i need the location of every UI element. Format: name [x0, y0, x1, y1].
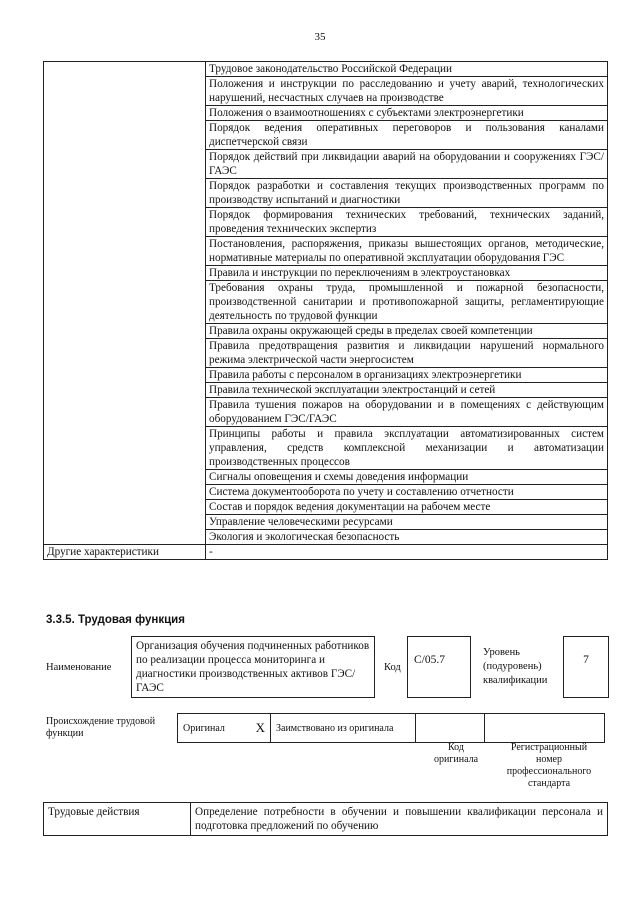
origin-row — [178, 713, 605, 743]
table-row — [44, 545, 608, 560]
knowledge-item: Принципы работы и правила эксплуатации автоматизированных систем управления, средств комплексной механизации и автоматизации производственных процессов — [206, 427, 608, 470]
knowledge-item: Правила охраны окружающей среды в пределах своей компетенции — [206, 324, 608, 339]
original-label: Оригинал — [183, 722, 225, 734]
orig-code-cell — [415, 713, 485, 743]
knowledge-item: Правила предотвращения развития и ликвидации нарушений нормального режима электрической части энергосистем — [206, 339, 608, 368]
name-label: Наименование — [46, 662, 112, 673]
knowledge-item: Порядок действий при ликвидации аварий на оборудовании и сооружениях ГЭС/ГАЭС — [206, 150, 608, 179]
actions-table — [43, 802, 608, 836]
knowledge-table — [43, 61, 608, 560]
knowledge-item: Сигналы оповещения и схемы доведения информации — [206, 470, 608, 485]
code-value-box: C/05.7 — [407, 636, 471, 698]
knowledge-item: Положения о взаимоотношениях с субъектами электроэнергетики — [206, 106, 608, 121]
knowledge-item: Трудовое законодательство Российской Федерации — [206, 62, 608, 77]
knowledge-item: Порядок ведения оперативных переговоров и пользования каналами диспетчерской связи — [206, 121, 608, 150]
section-title: 3.3.5. Трудовая функция — [46, 614, 185, 626]
knowledge-label-cell — [44, 62, 206, 545]
table-row — [44, 62, 608, 77]
origin-label: Происхождение трудовой функции — [46, 716, 156, 739]
actions-value: Определение потребности в обучении и повышении квалификации персонала и подготовка предложений по обучению — [191, 803, 608, 836]
code-label: Код — [384, 662, 401, 673]
other-characteristics-value: - — [206, 545, 608, 560]
orig-code-label: Код оригинала — [433, 742, 479, 765]
level-label: Уровень (подуровень) квалификации — [483, 647, 548, 686]
other-characteristics-label: Другие характеристики — [44, 545, 206, 560]
knowledge-item: Постановления, распоряжения, приказы вышестоящих органов, методические, нормативные материалы по оперативной эксплуатации оборудования ГЭС — [206, 237, 608, 266]
knowledge-item: Правила и инструкции по переключениям в электроустановках — [206, 266, 608, 281]
knowledge-item: Управление человеческими ресурсами — [206, 515, 608, 530]
knowledge-item: Положения и инструкции по расследованию и учету аварий, технологических нарушений, несчастных случаев на производстве — [206, 77, 608, 106]
level-value-box: 7 — [563, 636, 609, 698]
knowledge-item: Правила тушения пожаров на оборудовании и в помещениях с действующим оборудованием ГЭС/ГАЭС — [206, 398, 608, 427]
knowledge-item: Система документооборота по учету и составлению отчетности — [206, 485, 608, 500]
original-mark: X — [255, 720, 265, 735]
page-number: 35 — [314, 31, 326, 43]
knowledge-item: Правила технической эксплуатации электростанций и сетей — [206, 383, 608, 398]
reg-number-cell — [484, 713, 605, 743]
knowledge-item: Порядок разработки и составления текущих производственных программ по производству испытаний и диагностики — [206, 179, 608, 208]
knowledge-item: Состав и порядок ведения документации на рабочем месте — [206, 500, 608, 515]
knowledge-item: Правила работы с персоналом в организациях электроэнергетики — [206, 368, 608, 383]
borrowed-cell: Заимствовано из оригинала — [270, 713, 416, 743]
actions-label: Трудовые действия — [44, 803, 191, 836]
table-row — [44, 803, 608, 836]
knowledge-item: Требования охраны труда, промышленной и пожарной безопасности, производственной санитарии и противопожарной защиты, регламентирующие деятельность по трудовой функции — [206, 281, 608, 324]
knowledge-item: Экология и экологическая безопасность — [206, 530, 608, 545]
knowledge-item: Порядок формирования технических требований, технических заданий, проведения технических экспертиз — [206, 208, 608, 237]
reg-number-label: Регистрационный номер профессионального стандарта — [506, 742, 592, 789]
function-name-box: Организация обучения подчиненных работников по реализации процесса мониторинга и диагностики производственных активов ГЭС/ГАЭС — [131, 636, 375, 698]
original-cell — [177, 713, 271, 743]
